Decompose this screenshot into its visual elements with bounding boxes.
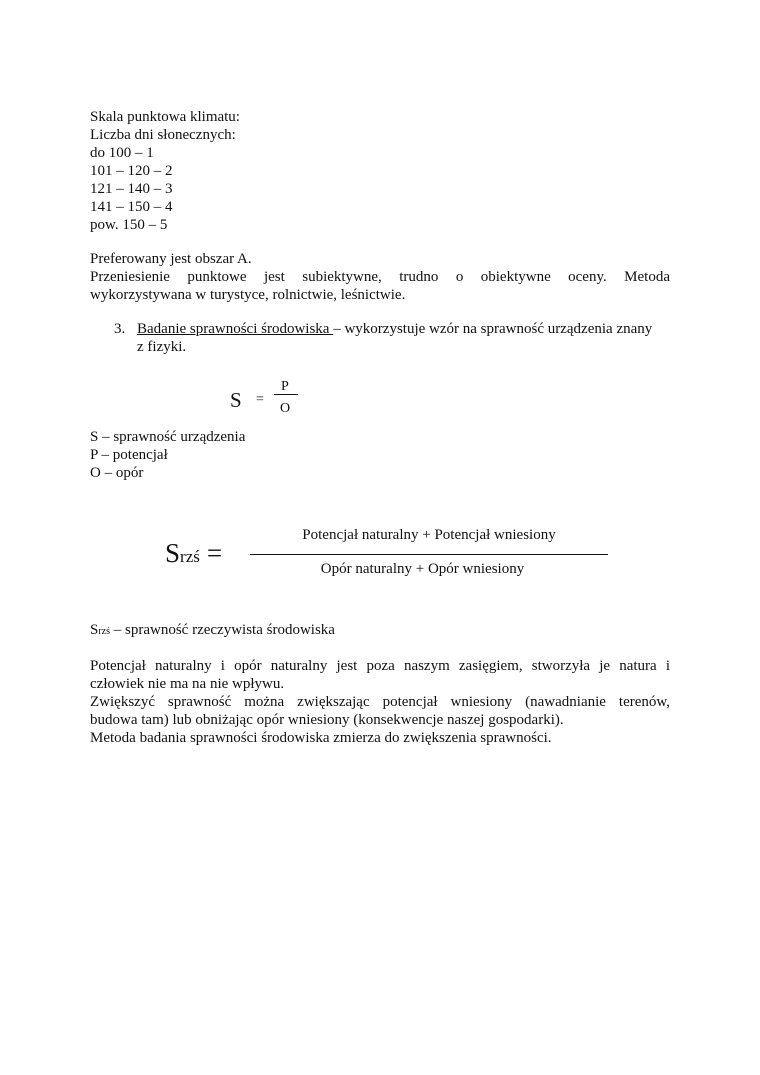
fraction-bar <box>274 394 298 395</box>
scale-row: 121 – 140 – 3 <box>90 181 173 197</box>
scale-row: 101 – 120 – 2 <box>90 163 173 179</box>
sunny-days-heading: Liczba dni słonecznych: <box>90 127 236 143</box>
formula-2-numerator: Potencjał naturalny + Potencjał wniesiony <box>302 527 556 543</box>
formula-2-denominator: Opór naturalny + Opór wniesiony <box>320 561 525 577</box>
method-3-line-1 <box>137 322 652 337</box>
climate-scale-heading: Skala punktowa klimatu: <box>90 109 240 125</box>
point-transfer-line-1: Przeniesienie punktowe jest subiektywne, trudno o obiektywne oceny. Metoda <box>90 269 670 285</box>
method-3-line-2: z fizyki. <box>137 339 187 355</box>
scale-row: do 100 – 1 <box>90 145 154 161</box>
formula-lhs: S <box>230 388 242 412</box>
formula-numerator: P <box>281 379 289 394</box>
paragraph-3: Metoda badania sprawności środowiska zmierza do zwiększenia sprawności. <box>90 730 552 746</box>
legend-2-text: – sprawność rzeczywista środowiska <box>110 622 335 638</box>
formula-2-lhs <box>165 540 222 567</box>
point-transfer-line-2: wykorzystywana w turystyce, rolnictwie, leśnictwie. <box>90 287 406 303</box>
formula-denominator: O <box>280 401 291 416</box>
legend-2-item <box>90 621 335 641</box>
legend-item: P – potencjał <box>90 447 168 463</box>
formula-2-equals: = <box>206 538 223 568</box>
formula-equals: = <box>256 392 264 407</box>
paragraph-2-line-1: Zwiększyć sprawność można zwiększając potencjał wniesiony (nawadnianie terenów, <box>90 694 670 710</box>
list-number: 3. <box>114 321 126 337</box>
method-3-description: – wykorzystuje wzór na sprawność urządzenia znany <box>333 321 653 337</box>
formula-2-subscript: rzś <box>180 547 200 566</box>
method-3-title: Badanie sprawności środowiska <box>137 321 334 337</box>
formula-2-symbol: S <box>165 538 181 568</box>
legend-item: O – opór <box>90 465 144 481</box>
legend-item: S – sprawność urządzenia <box>90 429 246 445</box>
preferred-area-text: Preferowany jest obszar A. <box>90 251 252 267</box>
paragraph-1-line-1: Potencjał naturalny i opór naturalny jest poza naszym zasięgiem, stworzyła je natura i <box>90 658 670 674</box>
fraction-bar-2 <box>250 554 608 555</box>
paragraph-2-line-2: budowa tam) lub obniżając opór wniesiony (konsekwencje naszej gospodarki). <box>90 712 564 728</box>
legend-2-symbol: S <box>90 622 99 638</box>
legend-2-subscript: rzś <box>98 626 111 637</box>
paragraph-1-line-2: człowiek nie ma na nie wpływu. <box>90 676 285 692</box>
scale-row: 141 – 150 – 4 <box>90 199 173 215</box>
scale-row: pow. 150 – 5 <box>90 217 168 233</box>
